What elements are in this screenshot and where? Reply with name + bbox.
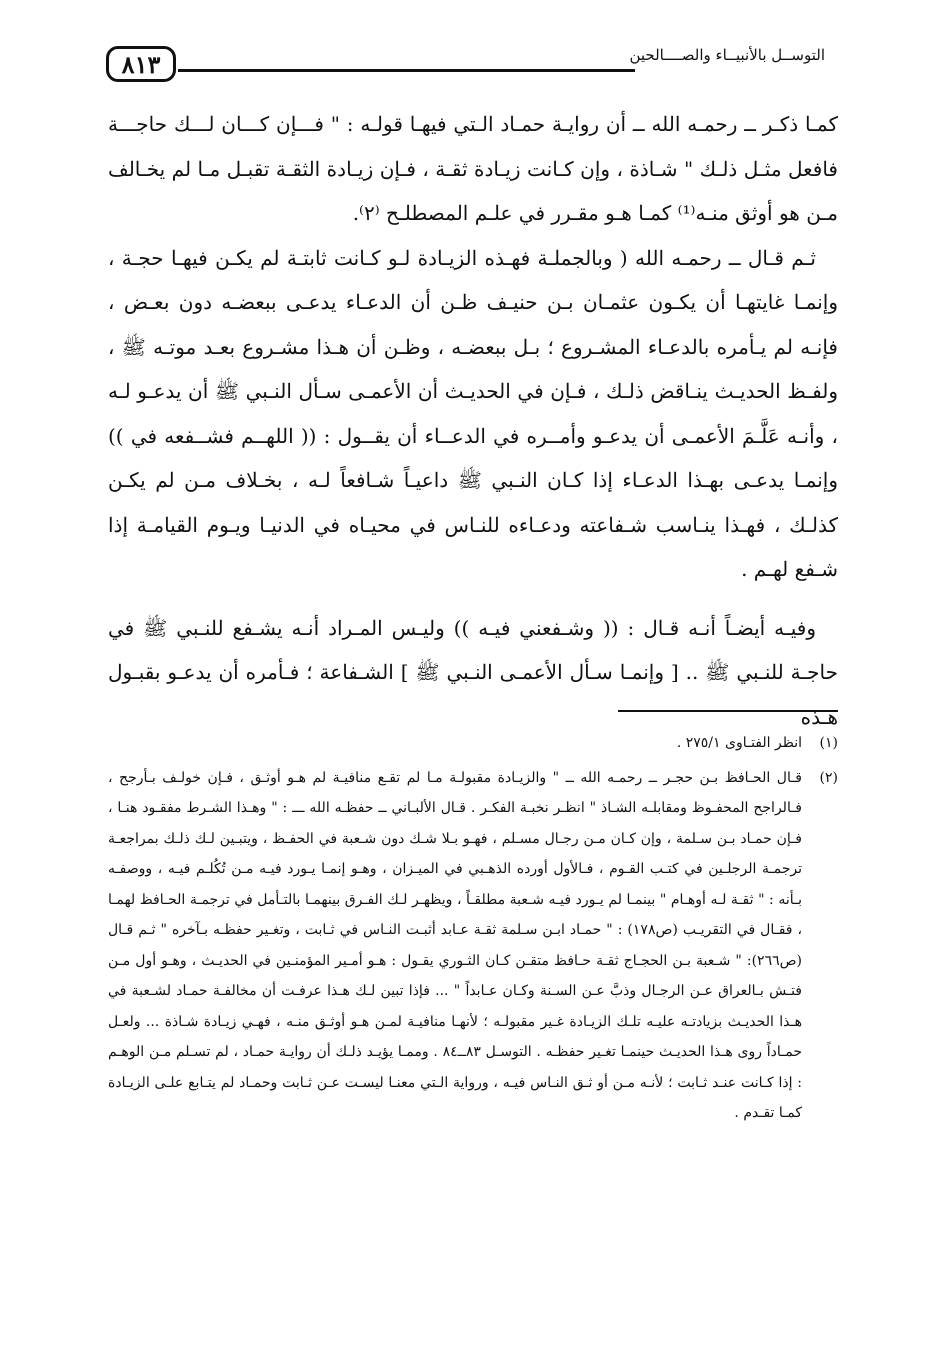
paragraph-1: كمـا ذكـر ــ رحمـه الله ــ أن روايـة حمـاد الـتي فيهـا قولـه : " فـــإن كـــان لـــك حاجـــة فافعل مثـل ذلـك " شـاذة ، وإن كـانت زيـادة ثقـة ، فـإن زيـادة الثقـة تقبـل مـا لم يخـالف مـن هو أوثق منـه⁽¹⁾ كمـا هـو مقـرر في علـم المصطلـح ⁽٢⁾. [108,112,838,225]
header-rule [178,69,635,72]
body-text [108,102,838,753]
footnote-text: قـال الحـافظ بـن حجـر ــ رحمـه الله ــ " والزيـادة مقبولـة مـا لم تقـع منافيـة لم هـو أوثـق ، فـإن خولـف بـأرجح ، فـالراجح المحفـوظ ومقابلـه الشـاذ " انظـر نخبـة الفكـر . قـال الألبـاني ــ حفظـه الله ـــ : " وهـذا الشـرط مفقـود هنـا ، فـإن حمـاد بـن سـلمة ، وإن كـان مـن رجـال مسـلم ، فهـو بـلا شـك دون شـعبة في الحفـظ ، ويتبـين لـك ذلـك بمراجعـة ترجمـة الرجلـين في كتـب القـوم ، فـالأول أورده الذهـبي في الميـزان ، وهـو إنمـا يـورد فيـه مـن تُكُلـم فيـه ، ووصفـه بـأنه : " ثقـة لـه أوهـام " بينمـا لم يـورد فيـه شـعبة مطلقـاً ، ويظهـر لـك الفـرق بينهمـا بالتـأمل في ترجمـة الحـافظ لهمـا ، فقـال في التقريـب (ص١٧٨) : " حمـاد ابـن سـلمة ثقـة عـابد أثبـت النـاس في ثـابت ، وتغـير حفظـه بـآخره " ثـم قـال (ص٢٦٦): " شـعبة بـن الحجـاج ثقـة حـافظ متقـن كـان الثـوري يقـول : هـو أمـير المؤمنـين في الحديـث ، وهـو أول مـن فتـش بـالعراق عـن الرجـال وذبَّ عـن السـنة وكـان عـابداً " ... فإذا تبين لـك هـذا عرفـت أن مخالفـة حمـاد لشـعبة في هـذا الحديـث بزيادتـه عليـه تلـك الزيـادة غـير مقبولـه ؛ لأنهـا منافيـة لمـن هـو أوثـق منـه ، فهـي زيـادة شـاذة ... ولعـل حمـاداً روى هـذا الحديـث حينمـا تغـير حفظـه . التوسـل ٨٣ــ٨٤ . وممـا يؤيـد ذلـك أن روايـة حمـاد ، لم تسـلم مـن الوهـم : إذا كـانت عنـد ثـابت ؛ لأنـه مـن أو ثـق النـاس فيـه ، ورواية الـتي معنـا ليسـت عـن ثـابت وحمـاد لم يتـابع علـى الزيـادة كمـا تقـدم . [108,769,802,1121]
paragraph-2: ثـم قـال ــ رحمـه الله ( وبالجملـة فهـذه الزيـادة لـو كـانت ثابتـة لم يكـن فيهـا حجـة ، وإنمـا غايتهـا أن يكـون عثمـان بـن حنيـف ظـن أن الدعـاء يدعـى ببعضـه دون بعـض ، فإنـه لم يـأمره بالدعـاء المشـروع ؛ بـل ببعضـه ، وظـن أن هـذا مشـروع بعـد موتـه ﷺ ، ولفـظ الحديـث ينـاقض ذلـك ، فـإن في الحديـث أن الأعمـى سـأل النـبي ﷺ أن يدعـو لـه ، وأنـه عَلَّـمَ الأعمـى أن يدعـو وأمــره في الدعــاء أن يقــول : (( اللهــم فشــفعه في )) وإنمـا يدعـى بهـذا الدعـاء إذا كـان النـبي ﷺ داعيـاً شـافعاً لـه ، بخـلاف مـن لم يكـن كذلـك ، فهـذا ينـاسب شـفاعته ودعـاءه للنـاس في محيـاه في الدنيـا ويـوم القيامـة إذا شـفع لهـم . [108,245,838,581]
running-title: التوســل بالأنبيــاء والصــــالحين [629,46,825,64]
footnote-2 [108,763,838,1129]
footnote-separator [618,710,838,712]
footnote-text: انظر الفتـاوى ٢٧٥/١ . [676,735,802,751]
footnote-1 [108,728,838,759]
page-header [100,40,825,86]
footnote-number: (١) [819,735,838,751]
page-number: ٨١٣ [121,49,161,79]
footnote-number: (٢) [819,769,838,786]
footnotes [108,728,838,1133]
page-number-box [106,46,176,82]
paragraph-3: وفيـه أيضـاً أنـه قـال : (( وشـفعني فيـه )) وليـس المـراد أنـه يشـفع للنـبي ﷺ في حاجـة للنـبي ﷺ .. [ وإنمـا سـأل الأعمـى النـبي ﷺ ] الشـفاعة ؛ فـأمره أن يدعـو بقبـول هـذه [108,615,838,729]
